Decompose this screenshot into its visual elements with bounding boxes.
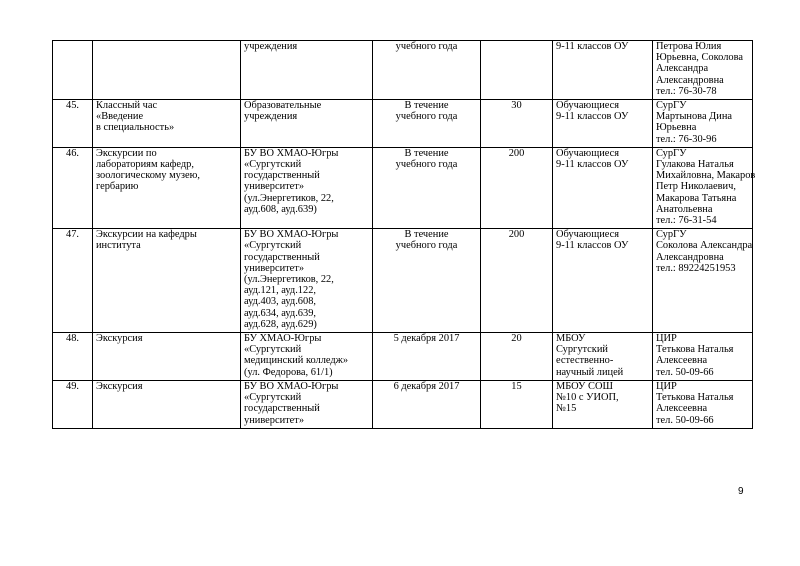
audience-cell — [553, 333, 653, 381]
cell-text-line: Экскурсии по — [96, 147, 157, 159]
place-cell — [241, 41, 373, 100]
cell-text-line: Образовательные — [244, 100, 322, 112]
cell-text-line: Обучающиеся — [556, 229, 620, 241]
participants-cell — [481, 100, 553, 148]
cell-text-line: «Сургутский — [244, 159, 302, 171]
cell-text-line: государственный — [244, 251, 320, 263]
cell-text-line: 6 декабря 2017 — [393, 380, 460, 392]
event-cell — [93, 41, 241, 100]
cell-text-line: Александра — [656, 63, 709, 75]
cell-text-line: БУ ХМАО-Югры — [244, 333, 322, 345]
date-cell — [373, 147, 481, 228]
cell-text-line: Макарова Татьяна — [656, 192, 737, 204]
audience-cell — [553, 380, 653, 428]
cell-text-line: Александровна — [656, 251, 724, 263]
cell-text-line: Тетькова Наталья — [656, 344, 734, 356]
event-cell — [93, 100, 241, 148]
cell-text-line: Мартынова Дина — [656, 111, 732, 123]
place-cell — [241, 100, 373, 148]
row-number-cell — [53, 380, 93, 428]
cell-text-line: МБОУ СОШ — [556, 380, 613, 392]
cell-text-line: №15 — [556, 403, 577, 415]
row-number-cell — [53, 147, 93, 228]
participants-cell — [481, 380, 553, 428]
table-row — [53, 380, 753, 428]
cell-text-line: в специальность» — [96, 122, 175, 134]
cell-text-line: Анатольевна — [656, 203, 713, 215]
cell-text-line: университет» — [244, 262, 305, 274]
cell-text-line: ЦИР — [656, 380, 677, 392]
cell-text-line: БУ ВО ХМАО-Югры — [244, 229, 339, 241]
cell-text-line: тел. 50-09-66 — [656, 414, 714, 426]
row-number-cell — [53, 100, 93, 148]
table-row — [53, 333, 753, 381]
table-row — [53, 41, 753, 100]
cell-text-line: Обучающиеся — [556, 100, 620, 112]
cell-text-line: №10 с УИОП, — [556, 392, 619, 404]
place-cell — [241, 333, 373, 381]
responsible-cell — [653, 333, 753, 381]
cell-text-line: Обучающиеся — [556, 147, 620, 159]
responsible-cell — [653, 100, 753, 148]
cell-text-line: ауд.608, ауд.639) — [244, 203, 317, 215]
cell-text-line: учебного года — [395, 240, 458, 252]
cell-text-line: В течение — [404, 147, 449, 159]
cell-text-line: научный лицей — [556, 366, 624, 378]
table-row — [53, 147, 753, 228]
cell-text-line: ауд.403, ауд.608, — [244, 296, 316, 308]
cell-text-line: 47. — [66, 229, 79, 241]
row-number-cell — [53, 333, 93, 381]
audience-cell — [553, 41, 653, 100]
cell-text-line: 9-11 классов ОУ — [556, 111, 629, 123]
cell-text-line: Юрьевна, Соколова — [656, 52, 743, 64]
cell-text-line: естественно- — [556, 355, 614, 367]
cell-text-line: университет» — [244, 181, 305, 193]
place-cell — [241, 147, 373, 228]
row-number-cell — [53, 41, 93, 100]
audience-cell — [553, 229, 653, 333]
cell-text-line: учебного года — [395, 41, 458, 52]
cell-text-line: тел.: 76-30-78 — [656, 85, 717, 97]
cell-text-line: Михайловна, Макаров — [656, 170, 756, 182]
cell-text-line: В течение — [404, 100, 449, 112]
cell-text-line: 48. — [66, 333, 79, 345]
cell-text-line: Гулакова Наталья — [656, 159, 734, 171]
cell-text-line: лабораториям кафедр, — [96, 159, 194, 171]
cell-text-line: государственный — [244, 170, 320, 182]
cell-text-line: Петр Николаевич, — [656, 181, 736, 193]
table-row — [53, 100, 753, 148]
cell-text-line: 49. — [66, 380, 79, 392]
cell-text-line: университет» — [244, 414, 305, 426]
audience-cell — [553, 100, 653, 148]
cell-text-line: 9-11 классов ОУ — [556, 240, 629, 252]
place-cell — [241, 229, 373, 333]
events-table — [52, 40, 756, 429]
cell-text-line: 200 — [508, 229, 525, 241]
cell-text-line: Экскурсия — [96, 380, 143, 392]
cell-text-line: Экскурсия — [96, 333, 143, 345]
cell-text-line: тел.: 76-31-54 — [656, 215, 717, 227]
cell-text-line: (ул.Энергетиков, 22, — [244, 274, 334, 286]
responsible-cell — [653, 229, 753, 333]
row-number-cell — [53, 229, 93, 333]
cell-text-line: Алексеевна — [656, 355, 708, 367]
cell-text-line: учреждения — [244, 41, 298, 52]
responsible-cell — [653, 147, 756, 228]
cell-text-line: тел.: 89224251953 — [656, 262, 736, 274]
cell-text-line: Сургутский — [556, 344, 608, 356]
cell-text-line: Алексеевна — [656, 403, 708, 415]
cell-text-line: МБОУ — [556, 333, 586, 345]
page-number: 9 — [738, 486, 744, 497]
cell-text-line: БУ ВО ХМАО-Югры — [244, 147, 339, 159]
cell-text-line: ауд.634, ауд.639, — [244, 307, 316, 319]
cell-text-line: тел.: 76-30-96 — [656, 133, 717, 145]
cell-text-line: зоологическому музею, — [96, 170, 200, 182]
date-cell — [373, 229, 481, 333]
cell-text-line: Классный час — [96, 100, 158, 112]
date-cell — [373, 333, 481, 381]
participants-cell — [481, 147, 553, 228]
cell-text-line: СурГУ — [656, 147, 687, 159]
cell-text-line: ауд.628, ауд.629) — [244, 318, 317, 330]
responsible-cell — [653, 380, 753, 428]
cell-text-line: БУ ВО ХМАО-Югры — [244, 380, 339, 392]
cell-text-line: ЦИР — [656, 333, 677, 345]
cell-text-line: Александровна — [656, 74, 724, 86]
cell-text-line: «Сургутский — [244, 240, 302, 252]
participants-cell — [481, 333, 553, 381]
cell-text-line: Тетькова Наталья — [656, 392, 734, 404]
event-cell — [93, 333, 241, 381]
cell-text-line: 30 — [511, 100, 522, 112]
participants-cell — [481, 41, 553, 100]
cell-text-line: гербарию — [96, 181, 139, 193]
date-cell — [373, 100, 481, 148]
cell-text-line: 15 — [511, 380, 522, 392]
cell-text-line: 200 — [508, 147, 525, 159]
table-row — [53, 229, 753, 333]
cell-text-line: «Сургутский — [244, 392, 302, 404]
event-cell — [93, 147, 241, 228]
cell-text-line: 9-11 классов ОУ — [556, 159, 629, 171]
cell-text-line: ауд.121, ауд.122, — [244, 285, 316, 297]
participants-cell — [481, 229, 553, 333]
cell-text-line: 45. — [66, 100, 79, 112]
cell-text-line: медицинский колледж» — [244, 355, 349, 367]
date-cell — [373, 380, 481, 428]
event-cell — [93, 229, 241, 333]
place-cell — [241, 380, 373, 428]
audience-cell — [553, 147, 653, 228]
event-cell — [93, 380, 241, 428]
table-body — [53, 41, 756, 429]
cell-text-line: 46. — [66, 147, 79, 159]
cell-text-line: Юрьевна — [656, 122, 697, 134]
cell-text-line: института — [96, 240, 141, 252]
cell-text-line: Соколова Александра — [656, 240, 753, 252]
cell-text-line: В течение — [404, 229, 449, 241]
cell-text-line: «Введение — [96, 111, 144, 123]
cell-text-line: учреждения — [244, 111, 298, 123]
cell-text-line: учебного года — [395, 111, 458, 123]
cell-text-line: учебного года — [395, 159, 458, 171]
cell-text-line: СурГУ — [656, 229, 687, 241]
cell-text-line: Петрова Юлия — [656, 41, 722, 52]
cell-text-line: (ул. Федорова, 61/1) — [244, 366, 333, 378]
cell-text-line: 9-11 классов ОУ — [556, 41, 629, 52]
responsible-cell — [653, 41, 753, 100]
cell-text-line: СурГУ — [656, 100, 687, 112]
cell-text-line: (ул.Энергетиков, 22, — [244, 192, 334, 204]
cell-text-line: «Сургутский — [244, 344, 302, 356]
cell-text-line: 20 — [511, 333, 522, 345]
cell-text-line: государственный — [244, 403, 320, 415]
cell-text-line: тел. 50-09-66 — [656, 366, 714, 378]
cell-text-line: 5 декабря 2017 — [393, 333, 460, 345]
date-cell — [373, 41, 481, 100]
cell-text-line: Экскурсии на кафедры — [96, 229, 197, 241]
